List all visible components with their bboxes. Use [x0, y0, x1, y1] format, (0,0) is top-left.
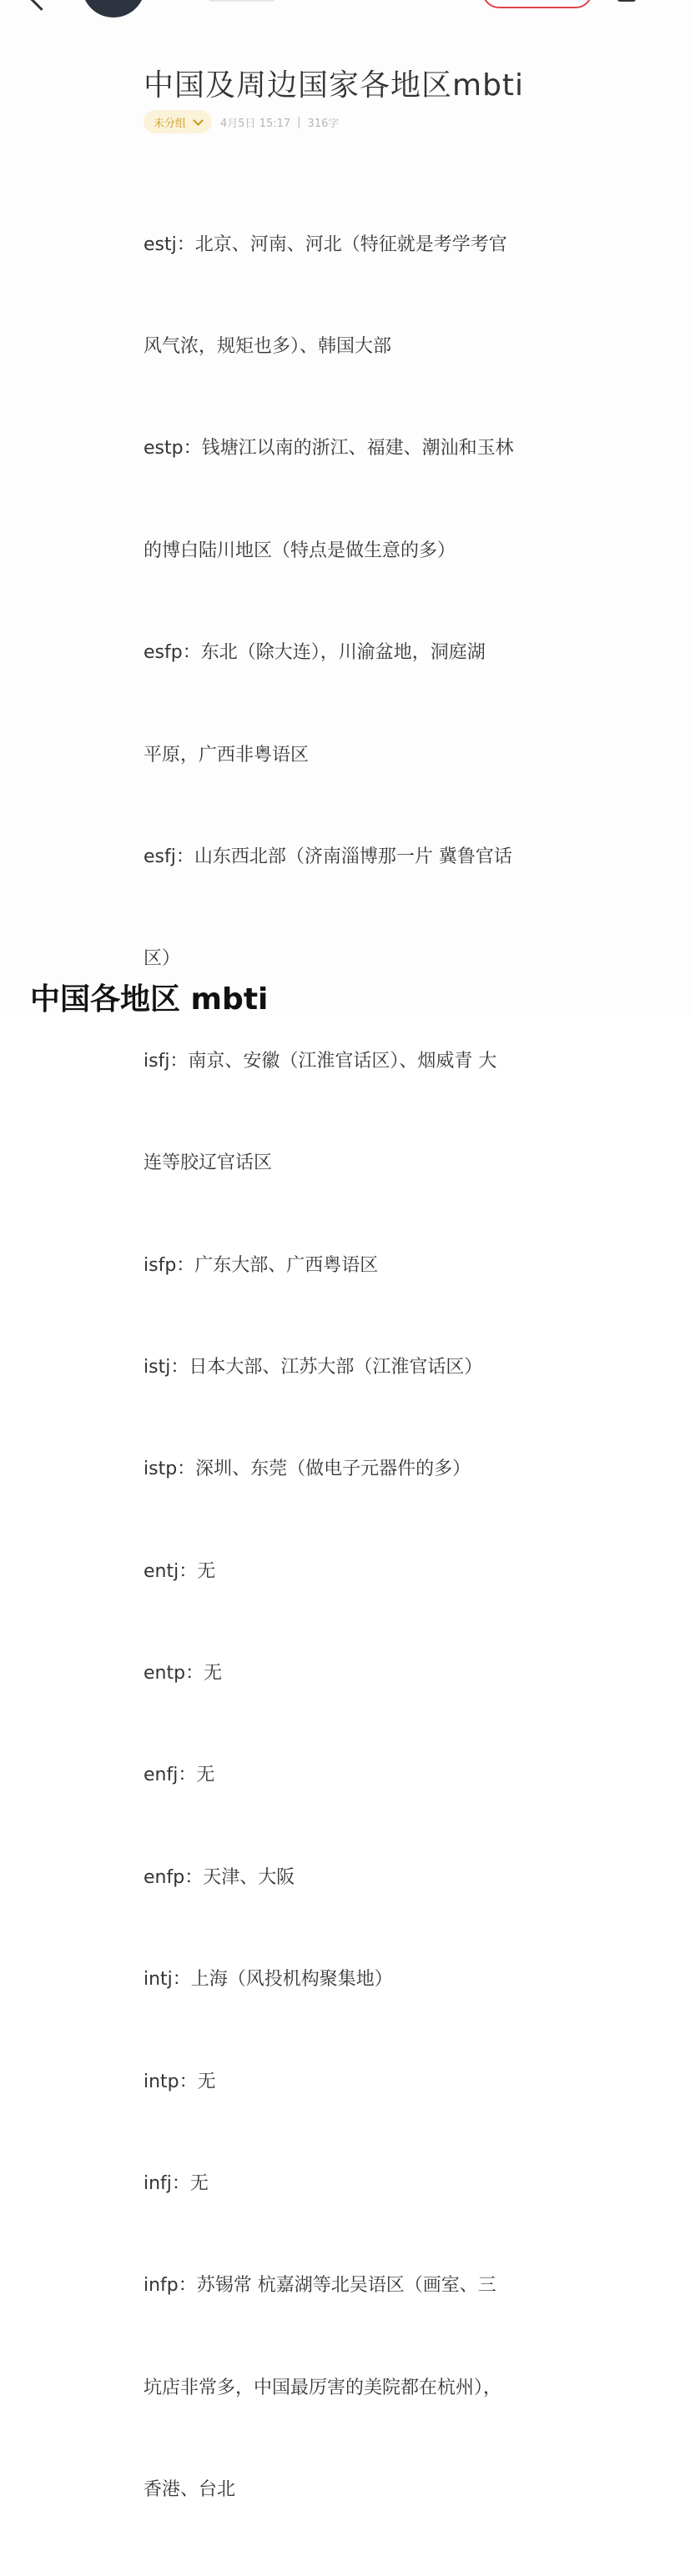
avatar[interactable]	[82, 0, 145, 18]
caption-title: 中国各地区 mbti	[30, 982, 269, 1017]
word-count: 316字	[307, 117, 340, 130]
note-date: 4月5日 15:17	[220, 117, 291, 130]
body-line: estj：北京、河南、河北（特征就是考学考官	[144, 233, 507, 255]
body-line: intj：上海（风投机构聚集地）	[144, 1969, 393, 1991]
top-bar	[0, 0, 690, 20]
chevron-down-icon	[193, 115, 204, 126]
body-line: enfj：无	[144, 1765, 215, 1786]
body-line: 平原，广西非粤语区	[144, 744, 310, 766]
body-line: isfj：南京、安徽（江淮官话区）、烟威青 大	[144, 1050, 497, 1072]
follow-button[interactable]	[482, 0, 592, 8]
note-body[interactable]	[144, 160, 552, 2576]
body-line: istj：日本大部、江苏大部（江淮官话区）	[144, 1356, 483, 1378]
note-meta	[144, 108, 339, 135]
body-line: 的博白陆川地区（特点是做生意的多）	[144, 540, 456, 561]
body-line: 坑店非常多，中国最厉害的美院都在杭州），	[144, 2377, 502, 2398]
body-line: esfj：山东西北部（济南淄博那一片 冀鲁官话	[144, 846, 512, 867]
body-line: 风气浓，规矩也多）、韩国大部	[144, 335, 392, 357]
body-line: 连等胶辽官话区	[144, 1152, 273, 1174]
body-line: enfp：天津、大阪	[144, 1866, 295, 1888]
more-icon[interactable]	[617, 0, 636, 2]
body-line: 区）	[144, 948, 181, 970]
body-line: esfp：东北（除大连），川渝盆地，洞庭湖	[144, 642, 486, 664]
body-line: entj：无	[144, 1560, 216, 1582]
page-title: 中国及周边国家各地区mbti	[144, 68, 525, 103]
body-line: istp：深圳、东莞（做电子元器件的多）	[144, 1459, 471, 1480]
author-name[interactable]	[209, 0, 275, 2]
body-line: estp：钱塘江以南的浙江、福建、潮汕和玉林	[144, 438, 514, 459]
group-selector[interactable]	[144, 110, 212, 133]
body-line: intp：无	[144, 2071, 216, 2092]
body-line: 香港、台北	[144, 2479, 236, 2501]
body-line: entp：无	[144, 1663, 223, 1685]
group-label: 未分组	[154, 117, 187, 130]
body-line: isfp：广东大部、广西粤语区	[144, 1254, 379, 1276]
meta-separator: |	[297, 115, 301, 128]
body-line: infj：无	[144, 2173, 209, 2195]
back-icon[interactable]	[30, 0, 53, 11]
body-line: infp：苏锡常 杭嘉湖等北吴语区（画室、三	[144, 2275, 496, 2297]
